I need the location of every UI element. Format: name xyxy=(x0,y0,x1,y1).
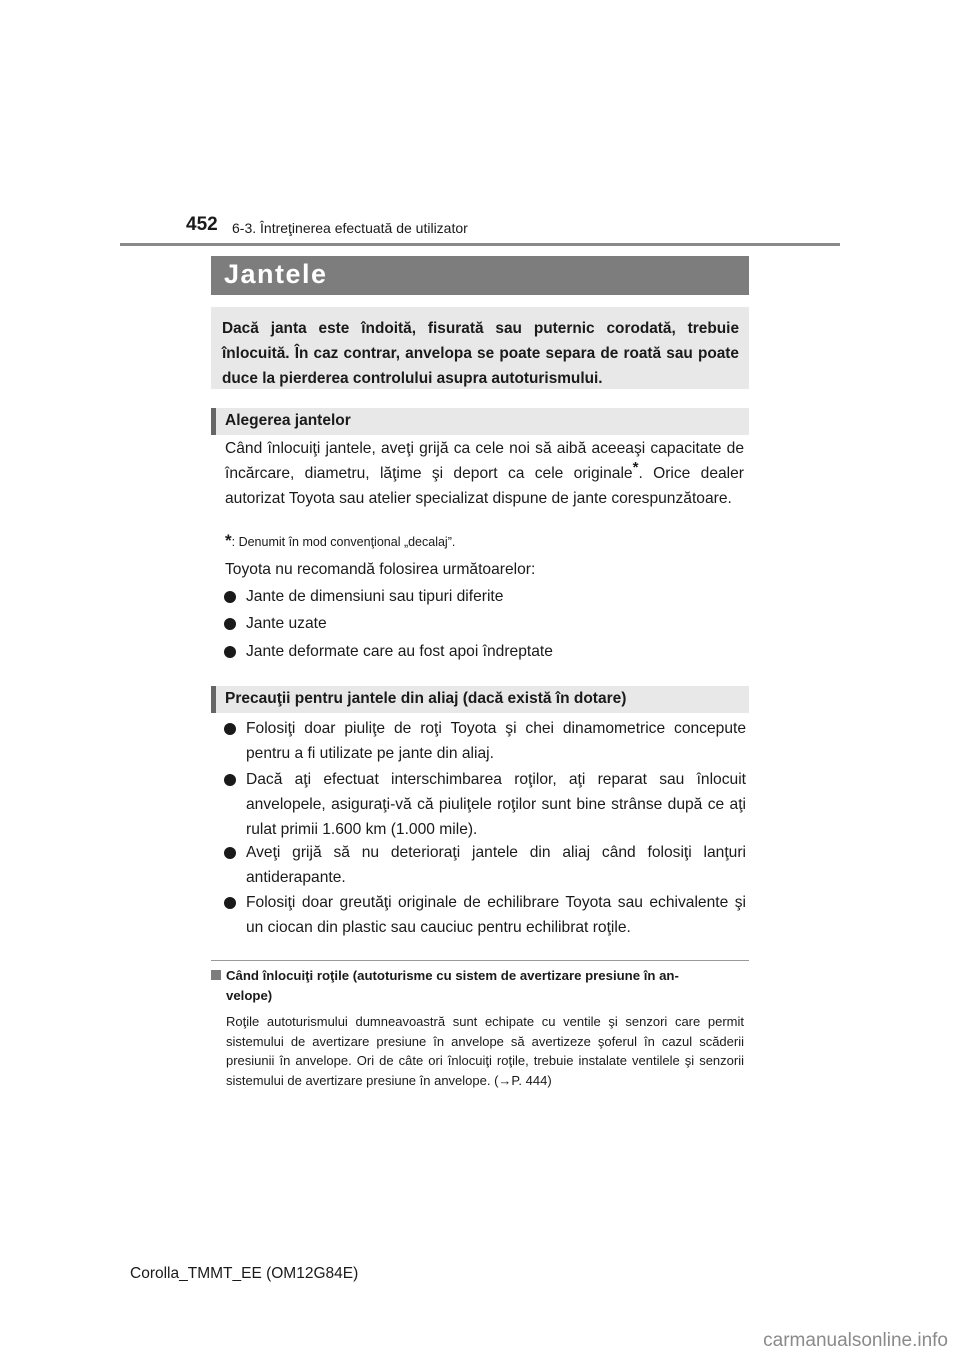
note-heading-line: Când înlocuiţi roţile (autoturisme cu sistem de avertizare presiune în an- xyxy=(226,968,679,983)
title-bar xyxy=(211,256,749,295)
subheading-label: Precauţii pentru jantele din aliaj (dacă există în dotare) xyxy=(225,690,627,707)
footer-model-code: Corolla_TMMT_EE (OM12G84E) xyxy=(130,1265,359,1282)
list-item-text: Jante de dimensiuni sau tipuri diferite xyxy=(246,588,504,605)
page-number: 452 xyxy=(186,214,218,235)
list-item xyxy=(224,840,746,890)
list-item-text: Dacă aţi efectuat interschimbarea roţilor, aţi reparat sau înlocuit anvelopele, asiguraţi-vă că piuliţele roţilor sunt bine strânse după ce aţi rulat primii 1.600 km (1.000 mile). xyxy=(246,771,746,838)
bullet-icon xyxy=(224,618,236,630)
footnote-text: : Denumit în mod convenţional „decalaj”. xyxy=(231,535,456,549)
watermark: carmanualsonline.info xyxy=(763,1330,948,1351)
intro-text: Dacă janta este îndoită, fisurată sau puternic corodată, trebuie înlocuită. În caz contrar, anvelopa se poate separa de roată sau poate duce la pierderea controlului asupra autoturismului. xyxy=(222,320,739,387)
paragraph-text: . Orice dealer autorizat Toyota sau atelier specializat dispune de jante corespunzătoare. xyxy=(225,465,744,507)
note-heading xyxy=(211,966,749,1006)
recommendation-paragraph: Toyota nu recomandă folosirea următoarelor: xyxy=(225,561,536,578)
list-item-text: Folosiţi doar greutăţi originale de echilibrare Toyota sau echivalente şi un ciocan din plastic sau cauciuc pentru echilibrat roţile. xyxy=(246,894,746,936)
bullet-icon xyxy=(224,897,236,909)
bullet-icon xyxy=(224,591,236,603)
paragraph-text: Când înlocuiţi jantele, aveţi grijă ca cele noi să aibă aceeaşi capacitate de încărcare, diametru, lăţime şi deport ca cele originale xyxy=(225,440,744,482)
footnote xyxy=(225,531,455,551)
footnote-marker: * xyxy=(632,458,639,476)
header-divider xyxy=(120,243,840,246)
page-title: Jantele xyxy=(224,259,328,289)
list-item-text: Aveţi grijă să nu deterioraţi jantele din aliaj când folosiţi lanţuri antiderapante. xyxy=(246,844,746,886)
bullet-icon xyxy=(224,646,236,658)
list-item xyxy=(224,716,746,766)
bullet-icon xyxy=(224,774,236,786)
list-item xyxy=(224,890,746,940)
list-item xyxy=(224,767,746,842)
note-body: Roţile autoturismului dumneavoastră sunt echipate cu ventile şi senzori care permit sistemului de avertizare presiune în anvelope să avertizeze şoferul în cazul scăderii presiunii în anvelope. Ori de câte ori înlocuiţi roţile, trebuie instalate ventilele şi senzorii sistemului de avertizare presiune în anvelope. (→P. 444) xyxy=(226,1014,744,1088)
list-item-text: Folosiţi doar piuliţe de roţi Toyota şi chei dinamometrice concepute pentru a fi utilizate pe jante din aliaj. xyxy=(246,720,746,762)
list-item xyxy=(224,639,746,664)
note-divider xyxy=(211,960,749,961)
bullet-icon xyxy=(224,723,236,735)
subheading-precautii-aliaj xyxy=(211,686,749,713)
subheading-alegerea-jantelor xyxy=(211,408,749,435)
wheel-selection-paragraph xyxy=(225,436,744,511)
bullet-icon xyxy=(224,847,236,859)
square-bullet-icon xyxy=(211,970,221,980)
list-item xyxy=(224,584,746,609)
intro-box xyxy=(211,307,749,389)
footnote-star: * xyxy=(225,531,232,550)
section-reference: 6-3. Întreţinerea efectuată de utilizator xyxy=(232,220,468,236)
list-item-text: Jante uzate xyxy=(246,615,327,632)
list-item-text: Jante deformate care au fost apoi îndreptate xyxy=(246,643,553,660)
subheading-label: Alegerea jantelor xyxy=(225,412,351,429)
note-heading-line: velope) xyxy=(226,988,273,1003)
list-item xyxy=(224,611,746,636)
